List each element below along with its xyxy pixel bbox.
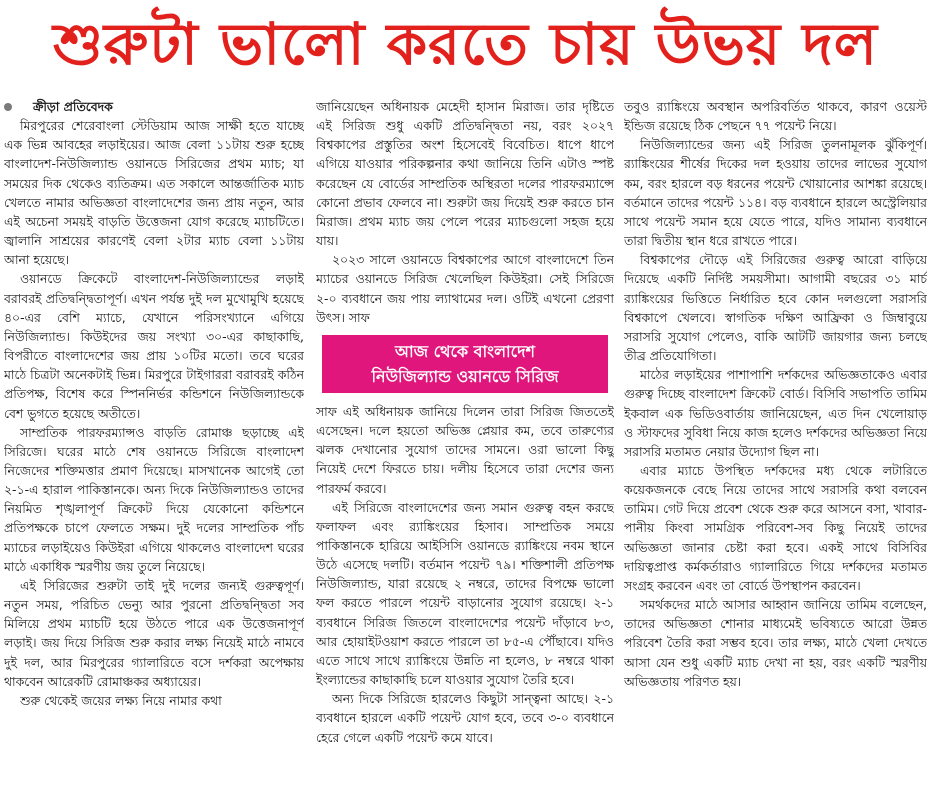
paragraph: মিরপুরের শেরেবাংলা স্টেডিয়াম আজ সাক্ষী হতে যাচ্ছে এক ভিন্ন আবহের লড়াইয়ের। আজ বেলা ১১টায় শুরু হচ্ছে বাংলাদেশ-নিউজিল্যান্ড ওয়ানডে সিরিজের প্রথম ম্যাচ; যা সময়ের দিক থেকেও ব্যতিক্রম। এত সকালে আন্তর্জাতিক ম্যাচ খেলতে নামার অভিজ্ঞতা বাংলাদেশের জন্য প্রায় নতুন, আর এই অচেনা সময়ই বাড়তি উত্তেজনা যোগ করেছে ম্যাচটিতে। জ্বালানি সাশ্রয়ের কারণেই বেলা ২টার ম্যাচ বেলা ১১টায় আনা হয়েছে। <box>4 118 304 268</box>
paragraph: বিশ্বকাপের দৌড়ে এই সিরিজের গুরুত্ব আরো বাড়িয়ে দিয়েছে একটি নির্দিষ্ট সময়সীমা। আগামী বছরের ৩১ মার্চ র‍্যাঙ্কিংয়ের ভিত্তিতে নির্ধারিত হবে কোন দলগুলো সরাসরি বিশ্বকাপে খেলবে। স্বাগতিক দক্ষিণ আফ্রিকা ও জিম্বাবুয়ে সরাসরি সুযোগ পেলেও, বাকি আটটি জায়গার জন্য চলছে তীব্র প্রতিযোগিতা। <box>624 252 927 364</box>
paragraph: সাম্প্রতিক পারফরম্যান্সও বাড়তি রোমাঞ্চ ছড়াচ্ছে এই সিরিজে। ঘরের মাঠে শেষ ওয়ানডে সিরিজে বাংলাদেশ নিজেদের শক্তিমত্তার প্রমাণ দিয়েছে। মাসখানেক আগেই তো ২-১-এ হারাল পাকিস্তানকে। অন্য দিকে নিউজিল্যান্ডও তাদের নিয়মিত শৃঙ্খলাপূর্ণ ক্রিকেট দিয়ে যেকোনো কন্ডিশনে প্রতিপক্ষকে চাপে ফেলতে সক্ষম। দুই দলের সাম্প্রতিক পাঁচ ম্যাচের লড়াইয়েও কিউইরা এগিয়ে থাকলেও বাংলাদেশ ঘরের মাঠে একাধিক স্মরণীয় জয় তুলে নিয়েছে। <box>4 424 304 574</box>
pull-quote-line: নিউজিল্যান্ড ওয়ানডে সিরিজ <box>371 366 559 386</box>
bullet-icon <box>4 103 12 111</box>
paragraph: সমর্থকদের মাঠে আসার আহ্বান জানিয়ে তামিম বলেছেন, তাদের অভিজ্ঞতা শোনার মাধ্যমেই ভবিষ্যতে আরো উন্নত পরিবেশ তৈরি করা সম্ভব হবে। তার লক্ষ্য, মাঠে খেলা দেখতে আসা যেন শুধু একটি ম্যাচ দেখা না হয়, বরং একটি স্মরণীয় অভিজ্ঞতায় পরিণত হয়। <box>624 597 927 689</box>
pull-quote-line: আজ থেকে বাংলাদেশ <box>395 341 535 361</box>
paragraph: সাফ এই অধিনায়ক জানিয়ে দিলেন তারা সিরিজ জিততেই এসেছেন। দলে হয়তো অভিজ্ঞ প্লেয়ার কম, তবে তারুণ্যের ঝলক দেখানোর সুযোগ তাদের সামনে। ওরা ভালো কিছু নিয়েই দেশে ফিরতে চায়। দলীয় হিসেবে তারা দেশের জন্য পারফর্ম করবে। <box>316 403 614 496</box>
paragraph: শুরু থেকেই জয়ের লক্ষ্য নিয়ে নামার কথা <box>20 692 222 708</box>
paragraph: এই সিরিজের শুরুটা তাই দুই দলের জন্যই গুরুত্বপূর্ণ। নতুন সময়, পরিচিত ভেন্যু আর পুরনো প্রতিদ্বন্দ্বিতা সব মিলিয়ে প্রথম ম্যাচটি হয়ে উঠতে পারে এক উত্তেজনাপূর্ণ লড়াই। জয় দিয়ে সিরিজ শুরু করার লক্ষ্য নিয়েই মাঠে নামবে দুই দল, আর মিরপুরের গ্যালারিতে বসে দর্শকরা অপেক্ষায় থাকবেন আরেকটি রোমাঞ্চকর অধ্যায়ের। <box>4 577 304 689</box>
paragraph: তবুও র‍্যাঙ্কিংয়ে অবস্থান অপরিবর্তিত থাকবে, কারণ ওয়েস্ট ইন্ডিজ রয়েছে ঠিক পেছনে ৭৭ পয়েন্ট নিয়ে। <box>624 99 927 134</box>
pull-quote <box>322 335 608 393</box>
paragraph: জানিয়েছেন অধিনায়ক মেহেদী হাসান মিরাজ। তার দৃষ্টিতে এই সিরিজ শুধু একটি প্রতিদ্বন্দ্বিতা নয়, বরং ২০২৭ বিশ্বকাপের প্রস্তুতির অংশ হিসেবেই বিবেচিত। ধাপে ধাপে এগিয়ে যাওয়ার পরিকল্পনার কথা জানিয়ে তিনি এটাও স্পষ্ট করেছেন যে বোর্ডের সাম্প্রতিক অস্থিরতা দলের পারফরম্যান্সে কোনো প্রভাব ফেলবে না। শুরুটা জয় দিয়েই শুরু করতে চান মিরাজ। প্রথম ম্যাচ জয় পেলে পরের ম্যাচগুলো সহজ হয়ে যায়। <box>316 99 614 249</box>
paragraph: নিউজিল্যান্ডের জন্য এই সিরিজ তুলনামূলক ঝুঁকিপূর্ণ। র‍্যাঙ্কিংয়ের শীর্ষের দিকের দল হওয়ায় তাদের লাভের সুযোগ কম, বরং হারলে বড় ধরনের পয়েন্ট খোয়ানোর আশঙ্কা রয়েছে। বর্তমানে তাদের পয়েন্ট ১১৪। বড় ব্যবধানে হারলে অস্ট্রেলিয়ার সাথে পয়েন্ট সমান হয়ে যেতে পারে, যদিও সামান্য ব্যবধানে তারা দ্বিতীয় স্থান ধরে রাখতে পারে। <box>624 137 927 249</box>
paragraph: অন্য দিকে সিরিজে হারলেও কিছুটা সান্ত্বনা আছে। ২-১ ব্যবধানে হারলে একটি পয়েন্ট যোগ হবে, তবে ৩-০ ব্যবধানে হেরে গেলে একটি পয়েন্ট কমে যাবে। <box>316 691 614 745</box>
article-column-3 <box>624 97 927 797</box>
article-column-1 <box>4 97 304 797</box>
paragraph: ২০২৩ সালে ওয়ানডে বিশ্বকাপের আগে বাংলাদেশে তিন ম্যাচের ওয়ানডে সিরিজ খেলেছিল কিউইরা। সেই সিরিজে ২-০ ব্যবধানে জয় পায় ল্যাথামের দল। ওটিই এখনো প্রেরণা উৎস। সাফ <box>316 252 614 325</box>
paragraph: এই সিরিজে বাংলাদেশের জন্য সমান গুরুত্ব বহন করছে ফলাফল এবং র‍্যাঙ্কিংয়ের হিসাব। সাম্প্রতিক সময়ে পাকিস্তানকে হারিয়ে আইসিসি ওয়ানডে র‍্যাঙ্কিংয়ে নবম স্থানে উঠে এসেছে দলটি। বর্তমান পয়েন্ট ৭৯। শক্তিশালী প্রতিপক্ষ নিউজিল্যান্ড, যারা রয়েছে ২ নম্বরে, তাদের বিপক্ষে ভালো ফল করতে পারলে পয়েন্ট বাড়ানোর সুযোগ রয়েছে। ২-১ ব্যবধানে সিরিজ জিতলে বাংলাদেশের পয়েন্ট দাঁড়াবে ৮৩, আর হোয়াইটওয়াশ করতে পারলে তা ৮৫-এ পৌঁছাবে। যদিও এতে সাথে সাথে র‍্যাঙ্কিংয়ে উন্নতি না হলেও, ৮ নম্বরে থাকা ইংল্যান্ডের কাছাকাছি চলে যাওয়ার সুযোগ তৈরি হবে। <box>316 499 614 688</box>
headline: শুরুটা ভালো করতে চায় উভয় দল <box>52 9 879 78</box>
paragraph: এবার ম্যাচে উপস্থিত দর্শকদের মধ্য থেকে লটারিতে কয়েকজনকে বেছে নিয়ে তাদের সাথে সরাসরি কথা বলবেন তামিম। গেট দিয়ে প্রবেশ থেকে শুরু করে আসনে বসা, খাবার-পানীয় কিংবা সামগ্রিক পরিবেশ-সব কিছু নিয়েই তাদের অভিজ্ঞতা জানার চেষ্টা করা হবে। একই সাথে বিসিবির দায়িত্বপ্রাপ্ত কর্মকর্তারাও গ্যালারিতে গিয়ে দর্শকদের মতামত সংগ্রহ করবেন এবং তা বোর্ডে উপস্থাপন করবেন। <box>624 462 927 593</box>
paragraph: ওয়ানডে ক্রিকেটে বাংলাদেশ-নিউজিল্যান্ডের লড়াই বরাবরই প্রতিদ্বন্দ্বিতাপূর্ণ। এখন পর্যন্ত দুই দল মুখোমুখি হয়েছে ৪০-এর বেশি ম্যাচে, যেখানে পরিসংখ্যানে এগিয়ে নিউজিল্যান্ড। কিউইদের জয় সংখ্যা ৩০-এর কাছাকাছি, বিপরীতে বাংলাদেশের জয় প্রায় ১০টির মতো। তবে ঘরের মাঠে চিত্রটা অনেকটাই ভিন্ন। মিরপুরে টাইগাররা বরাবরই কঠিন প্রতিপক্ষ, বিশেষ করে স্পিননির্ভর কন্ডিশনে নিউজিল্যান্ডকে বেশ ভুগতে হয়েছে অতীতে। <box>4 271 304 421</box>
byline-text: ক্রীড়া প্রতিবেদক <box>33 99 113 114</box>
byline <box>4 97 304 116</box>
article-column-2 <box>316 97 614 797</box>
paragraph: মাঠের লড়াইয়ের পাশাপাশি দর্শকদের অভিজ্ঞতাকেও এবার গুরুত্ব দিচ্ছে বাংলাদেশ ক্রিকেট বোর্ড। বিসিবি সভাপতি তামিম ইকবাল এক ভিডিওবার্তায় জানিয়েছেন, এত দিন খেলোয়াড় ও স্টাফদের সুবিধা নিয়ে কাজ হলেও দর্শকদের অভিজ্ঞতা নিয়ে সরাসরি মতামত নেয়ার উদ্যোগ ছিল না। <box>624 367 927 459</box>
